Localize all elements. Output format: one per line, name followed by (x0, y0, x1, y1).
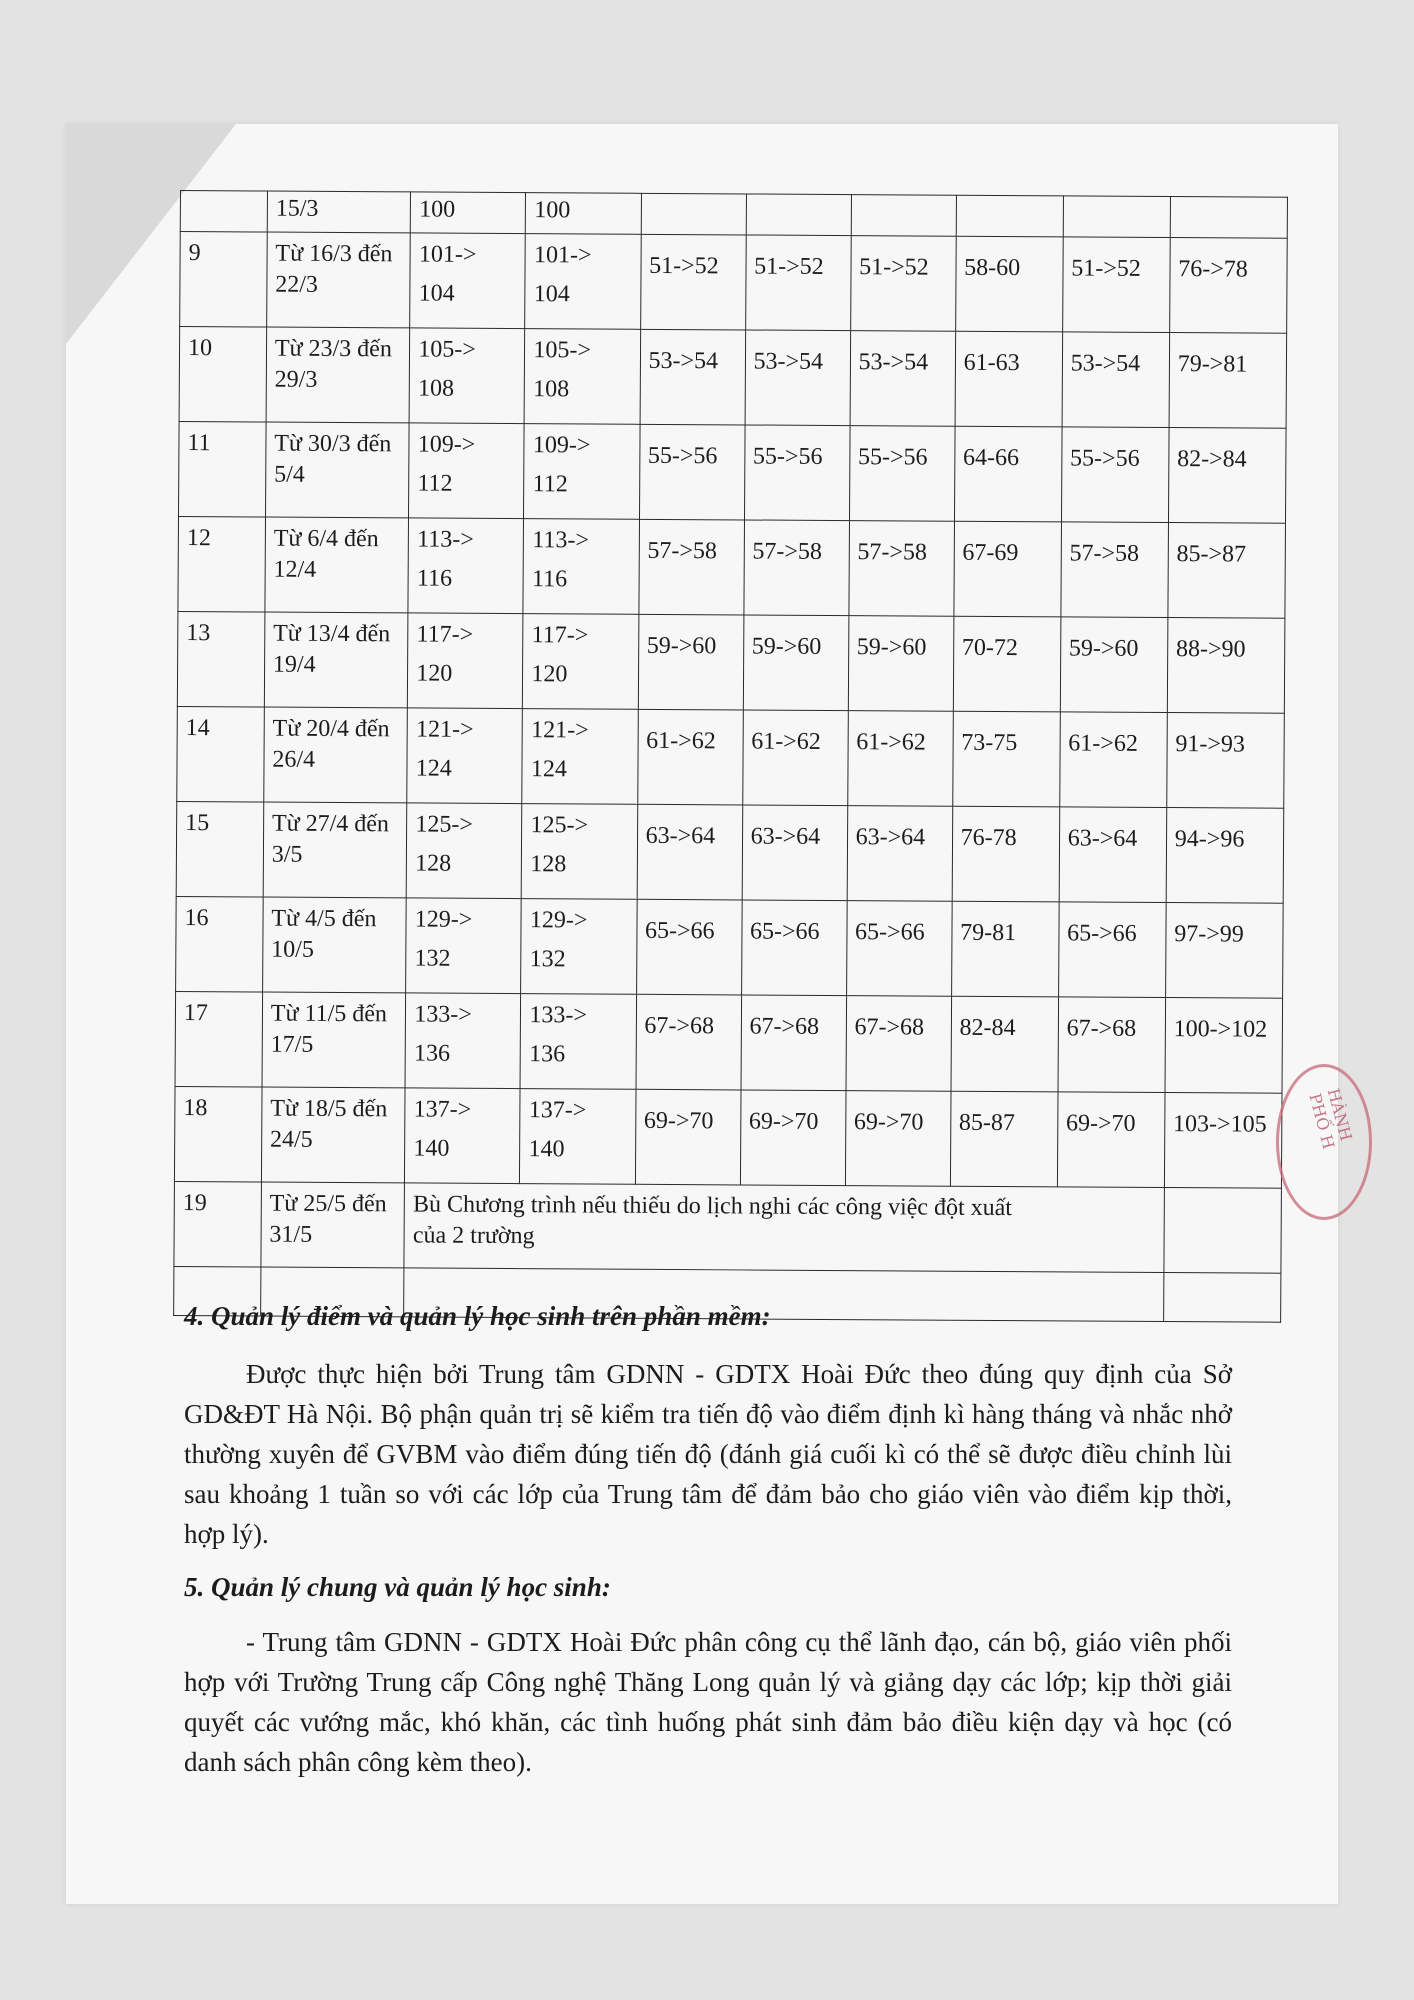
period-cell: Từ 4/5 đến 10/5 (262, 897, 406, 993)
schedule-table (173, 190, 1288, 1322)
lesson-range-cell: 100->102 (1165, 997, 1283, 1093)
table-cell (956, 195, 1063, 236)
lesson-range-start: 137-> (528, 1096, 587, 1124)
lesson-range-cell: 67->68 (741, 995, 847, 1091)
period-cell: Từ 27/4 đến 3/5 (263, 802, 407, 898)
lesson-range-cell: 57->58 (744, 520, 850, 616)
section-5-heading: 5. Quản lý chung và quản lý học sinh: (184, 1572, 611, 1602)
red-seal-stamp (1276, 1064, 1372, 1220)
lesson-range-cell: 65->66 (741, 900, 847, 996)
lesson-range-start: 109-> (417, 431, 476, 458)
lesson-range-cell (410, 233, 526, 329)
lesson-range-cell: 91->93 (1167, 712, 1285, 808)
lesson-range-cell: 82-84 (951, 996, 1059, 1092)
lesson-range-start: 129-> (529, 906, 588, 934)
table-row (178, 516, 1286, 618)
lesson-range-cell: 55->56 (1061, 427, 1169, 523)
week-number-cell: 19 (174, 1181, 261, 1267)
lesson-range-cell: 59->60 (638, 614, 744, 710)
period-cell: Từ 16/3 đến 22/3 (267, 232, 411, 328)
period-cell: Từ 13/4 đến 19/4 (264, 612, 408, 708)
lesson-range-cell (523, 518, 639, 614)
week-number-cell (180, 191, 267, 232)
lesson-range-cell: 53->54 (640, 329, 746, 425)
lesson-range-cell: 79-81 (951, 901, 1059, 997)
lesson-range-cell: 58-60 (955, 236, 1063, 332)
lesson-range-cell: 63->64 (847, 805, 953, 901)
stamp-text: HÀNH PHỐ H (1305, 1086, 1356, 1152)
lesson-range-cell (524, 423, 640, 519)
lesson-range-cell: 79->81 (1169, 332, 1287, 428)
week-number-cell: 18 (174, 1086, 261, 1182)
lesson-range-cell (520, 993, 636, 1089)
lesson-range-cell: 61-63 (955, 331, 1063, 427)
table-cell (1170, 197, 1287, 238)
lesson-range-start: 113-> (417, 526, 474, 553)
table-cell (851, 195, 956, 236)
lesson-range-cell: 59->60 (848, 615, 954, 711)
table-row (180, 231, 1288, 333)
lesson-range-cell: 69->70 (740, 1090, 846, 1186)
table-row (179, 421, 1287, 523)
lesson-range-end: 132 (414, 945, 451, 973)
note-cell: Bù Chương trình nếu thiếu do lịch nghi các công việc đột xuất của 2 trường (404, 1183, 1164, 1273)
lesson-range-cell (523, 613, 639, 709)
lesson-range-cell: 76->78 (1169, 237, 1287, 333)
lesson-range-cell: 59->60 (1060, 617, 1168, 713)
lesson-range-cell: 61->62 (742, 710, 848, 806)
lesson-range-cell: 53->54 (745, 330, 851, 426)
lesson-range-cell: 103->105 (1164, 1092, 1282, 1188)
lesson-range-end: 128 (530, 851, 567, 878)
lesson-range-cell (406, 803, 522, 899)
period-cell: Từ 30/3 đến 5/4 (265, 422, 409, 518)
table-row (176, 896, 1284, 998)
lesson-range-end: 112 (532, 471, 568, 498)
period-cell: Từ 6/4 đến 12/4 (265, 517, 409, 613)
period-cell: Từ 11/5 đến 17/5 (262, 992, 406, 1088)
lesson-range-cell (405, 993, 521, 1089)
lesson-range-cell: 55->56 (849, 425, 955, 521)
lesson-range-cell (409, 328, 525, 424)
lesson-range-cell (521, 898, 637, 994)
lesson-range-start: 101-> (533, 241, 592, 269)
lesson-range-cell: 63->64 (742, 805, 848, 901)
lesson-range-cell: 57->58 (638, 519, 744, 615)
table-row (175, 991, 1283, 1093)
lesson-range-cell: 76-78 (952, 806, 1060, 902)
lesson-range-cell: 69->70 (635, 1089, 741, 1185)
lesson-range-cell: 55->56 (639, 424, 745, 520)
lesson-range-end: 104 (533, 281, 570, 308)
table-cell (1063, 196, 1170, 237)
lesson-range-cell: 70-72 (953, 616, 1061, 712)
lesson-range-cell: 63->64 (1059, 807, 1167, 903)
table-row (180, 191, 1287, 238)
section-5-paragraph: - Trung tâm GDNN - GDTX Hoài Đức phân công cụ thể lãnh đạo, cán bộ, giáo viên phối hợp với Trường Trung cấp Công nghệ Thăng Long quản lý và giảng dạy các lớp; kịp thời giải quyết các vướng mắc, khó khăn, các tình huống phát sinh đảm bảo điều kiện dạy và học (có danh sách phân công kèm theo). (184, 1627, 1232, 1777)
lesson-range-start: 121-> (415, 716, 474, 743)
week-number-cell: 16 (176, 896, 263, 992)
lesson-range-end: 112 (417, 470, 453, 498)
lesson-range-end: 140 (413, 1135, 450, 1163)
lesson-range-end: 132 (529, 946, 566, 973)
lesson-range-cell: 65->66 (636, 899, 742, 995)
week-number-cell: 12 (178, 516, 265, 612)
lesson-range-cell: 59->60 (743, 615, 849, 711)
lesson-range-cell: 51->52 (850, 235, 956, 331)
lesson-range-cell (525, 233, 641, 329)
table-cell (746, 194, 851, 235)
lesson-range-end: 104 (418, 280, 455, 308)
period-cell: Từ 18/5 đến 24/5 (261, 1087, 405, 1183)
lesson-range-cell (407, 708, 523, 804)
lesson-range-start: 133-> (414, 1001, 472, 1028)
lesson-range-cell: 100 (411, 192, 526, 233)
lesson-range-cell (408, 518, 524, 614)
lesson-range-start: 129-> (414, 906, 473, 933)
lesson-range-end: 124 (415, 755, 452, 783)
lesson-range-cell (405, 1088, 521, 1184)
period-cell: Từ 23/3 đến 29/3 (266, 327, 410, 423)
lesson-range-cell: 63->64 (637, 804, 743, 900)
lesson-range-cell: 51->52 (640, 234, 746, 330)
lesson-range-cell: 51->52 (1062, 237, 1170, 333)
table-cell (641, 193, 746, 234)
week-number-cell: 14 (177, 706, 264, 802)
lesson-range-cell: 65->66 (846, 900, 952, 996)
lesson-range-cell: 61->62 (637, 709, 743, 805)
lesson-range-end: 128 (415, 850, 452, 878)
lesson-range-cell: 85-87 (950, 1091, 1058, 1187)
week-number-cell: 17 (175, 991, 262, 1087)
section-4-heading: 4. Quản lý điểm và quản lý học sinh trên phần mềm: (184, 1301, 771, 1331)
lesson-range-start: 117-> (531, 621, 589, 649)
week-number-cell: 15 (176, 801, 263, 897)
lesson-range-start: 121-> (531, 716, 589, 744)
lesson-range-end: 120 (531, 661, 568, 688)
lesson-range-cell: 69->70 (845, 1090, 951, 1186)
week-number-cell: 13 (177, 611, 264, 707)
table-row (176, 801, 1284, 903)
table-row (174, 1181, 1281, 1273)
lesson-range-start: 133-> (529, 1001, 587, 1029)
lesson-range-start: 125-> (530, 811, 589, 839)
lesson-range-cell: 67-69 (954, 521, 1062, 617)
lesson-range-cell: 53->54 (850, 330, 956, 426)
lesson-range-end: 108 (533, 376, 570, 403)
table-cell (1164, 1187, 1282, 1273)
lesson-range-cell: 73-75 (952, 711, 1060, 807)
lesson-range-cell (520, 1088, 636, 1184)
lesson-range-start: 117-> (416, 621, 474, 648)
table-row (179, 326, 1287, 428)
lesson-range-end: 124 (530, 756, 567, 783)
lesson-range-end: 136 (413, 1040, 451, 1068)
table-row (177, 706, 1285, 808)
lesson-range-cell: 100 (526, 193, 641, 234)
lesson-range-cell: 94->96 (1166, 807, 1284, 903)
lesson-range-cell: 65->66 (1058, 902, 1166, 998)
lesson-range-start: 105-> (533, 336, 592, 364)
period-cell: Từ 25/5 đến 31/5 (261, 1182, 405, 1268)
lesson-range-cell: 51->52 (745, 235, 851, 331)
lesson-range-cell: 67->68 (846, 995, 952, 1091)
lesson-range-cell: 57->58 (1061, 522, 1169, 618)
lesson-range-end: 140 (528, 1136, 565, 1163)
lesson-range-start: 113-> (532, 526, 590, 554)
lesson-range-cell: 61->62 (847, 710, 953, 806)
lesson-range-cell: 67->68 (1058, 997, 1166, 1093)
week-number-cell: 9 (180, 231, 267, 327)
lesson-range-end: 116 (531, 566, 568, 593)
lesson-range-cell: 97->99 (1165, 902, 1283, 998)
lesson-range-cell: 64-66 (954, 426, 1062, 522)
lesson-range-cell: 82->84 (1168, 427, 1286, 523)
lesson-range-start: 101-> (418, 241, 477, 268)
section-4-paragraph: Được thực hiện bởi Trung tâm GDNN - GDTX Hoài Đức theo đúng quy định của Sở GD&ĐT Hà Nội. Bộ phận quản trị sẽ kiểm tra tiến độ vào điểm định kì hàng tháng và nhắc nhở thường xuyên để GVBM vào điểm đúng tiến độ (đánh giá cuối kì có thể sẽ được điều chỉnh lùi sau khoảng 1 tuần so với các lớp của Trung tâm để đảm bảo cho giáo viên vào điểm kịp thời, hợp lý). (184, 1359, 1232, 1549)
table-row (174, 1086, 1282, 1188)
lesson-range-cell: 67->68 (636, 994, 742, 1090)
table-row (177, 611, 1285, 713)
lesson-range-cell: 53->54 (1062, 332, 1170, 428)
lesson-range-cell: 85->87 (1168, 522, 1286, 618)
lesson-range-cell (406, 898, 522, 994)
lesson-range-cell (522, 708, 638, 804)
lesson-range-end: 120 (416, 660, 453, 688)
lesson-range-start: 125-> (415, 811, 474, 838)
lesson-range-end: 136 (529, 1041, 566, 1068)
period-cell: Từ 20/4 đến 26/4 (264, 707, 408, 803)
lesson-range-cell: 55->56 (744, 425, 850, 521)
lesson-range-cell: 69->70 (1057, 1092, 1165, 1188)
lesson-range-end: 108 (417, 375, 455, 403)
week-number-cell: 11 (179, 421, 266, 517)
lesson-range-cell (409, 423, 525, 519)
lesson-range-end: 116 (416, 565, 453, 593)
lesson-range-cell: 57->58 (849, 520, 955, 616)
lesson-range-start: 109-> (532, 431, 591, 459)
lesson-range-start: 105-> (418, 336, 476, 363)
lesson-range-cell (408, 613, 524, 709)
week-number-cell: 10 (179, 326, 266, 422)
lesson-range-cell (522, 803, 638, 899)
lesson-range-cell: 88->90 (1167, 617, 1285, 713)
lesson-range-cell (525, 328, 641, 424)
period-cell: 15/3 (267, 191, 411, 233)
lesson-range-start: 137-> (413, 1096, 472, 1123)
lesson-range-cell: 61->62 (1059, 712, 1167, 808)
